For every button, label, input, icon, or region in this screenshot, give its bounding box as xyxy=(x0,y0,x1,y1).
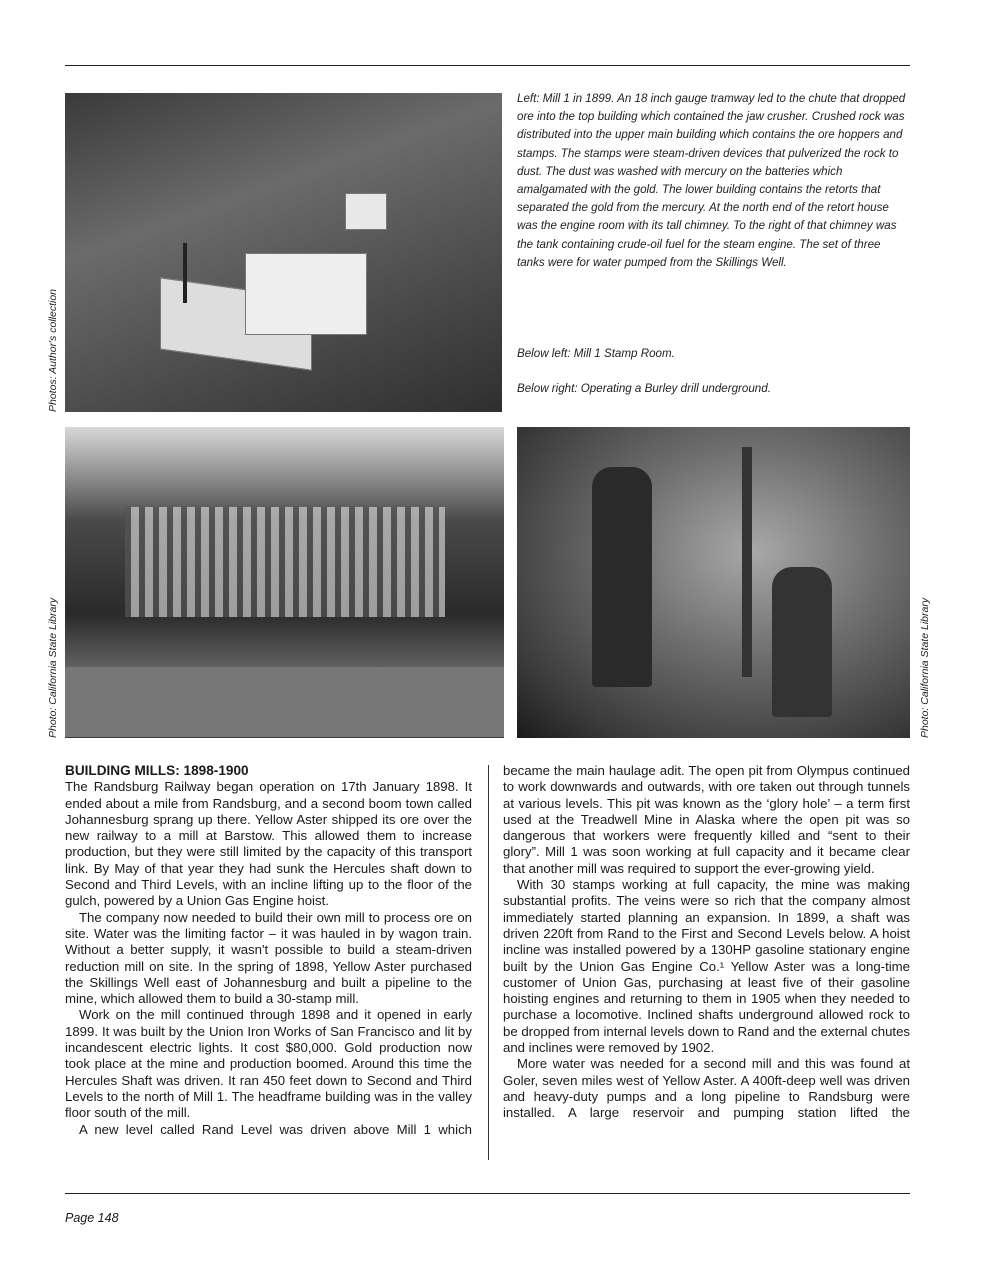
photo-stamp-room xyxy=(65,427,504,738)
article-column-left xyxy=(65,763,472,1138)
photo-credit-bottom-right: Photo: California State Library xyxy=(919,597,931,738)
paragraph: With 30 stamps working at full capacity, the mine was making substantial profits. The veins were so rich that the company almost immediately started planning an expansion. In 1899, a shaft was driven 220ft from Rand to the First and Second Levels below. A hoist incline was installed powered by a 130HP gasoline stationary engine built by the Union Gas Engine Co.¹ Yellow Aster was a long-time customer of Union Gas, purchasing at least five of their gasoline hoisting engines and returning to them in 1905 when they needed to purchase a locomotive. Inclined shafts underground allowed rock to be dropped from internal levels down to Rand and the external chutes and inclines were removed by 1902. xyxy=(503,877,910,1056)
photo-credit-bottom-left: Photo: California State Library xyxy=(47,597,59,738)
caption-below-left: Below left: Mill 1 Stamp Room. xyxy=(517,347,675,360)
paragraph: Work on the mill continued through 1898 and it opened in early 1899. It was built by the Union Iron Works of San Francisco and lit by incandescent electric lights. It cost $80,000. Gold production now took place at the mine and production boomed. Around this time the Hercules Shaft was driven. It ran 450 feet down to Second and Third Levels to the north of Mill 1. The headframe building was in the valley floor south of the mill. xyxy=(65,1007,472,1121)
caption-top: Left: Mill 1 in 1899. An 18 inch gauge tramway led to the chute that dropped ore into the top building which contained the jaw crusher. Crushed rock was distributed into the upper main building which contains the ore hoppers and stamps. The stamps were steam-driven devices that pulverized the rock to dust. The dust was washed with mercury on the batteries which amalgamated with the gold. The lower building contains the retorts that separated the gold from the mercury. At the north end of the retort house was the engine room with its tall chimney. To the right of that chimney was the tank containing crude-oil fuel for the steam engine. The set of three tanks were for water pumped from the Skillings Well. xyxy=(517,92,906,269)
page-number: Page 148 xyxy=(65,1211,119,1225)
column-divider xyxy=(488,765,489,1160)
top-rule xyxy=(65,65,910,66)
article-column-right xyxy=(503,763,910,1122)
paragraph: became the main haulage adit. The open pit from Olympus continued to work downwards and outwards, with ore taken out through tunnels at various levels. This pit was known as the ‘glory hole’ – a term first used at the Treadwell Mine in Alaska where the open pit was so dangerous that workers were frequently killed and “sent to their glory”. Mill 1 was soon working at full capacity and it became clear that another mill was required to support the ever-growing yield. xyxy=(503,763,910,876)
paragraph: More water was needed for a second mill and this was found at Goler, seven miles west of Yellow Aster. A 400ft-deep well was driven and heavy-duty pumps and a long pipeline to Randsburg were installed. A large reservoir and pumping station lifted the xyxy=(503,1056,910,1121)
section-heading: BUILDING MILLS: 1898-1900 xyxy=(65,763,249,778)
caption-below-right: Below right: Operating a Burley drill underground. xyxy=(517,382,771,395)
paragraph: The Randsburg Railway began operation on 17th January 1898. It ended about a mile from Randsburg, and a second boom town called Johannesburg sprang up there. Yellow Aster shipped its ore over the new railway to a mill at Barstow. This allowed them to increase production, but they were still limited by the capacity of this transport link. By May of that year they had sunk the Hercules shaft down to Second and Third Levels, with an incline lifting up to the floor of the gulch, powered by a Union Gas Engine hoist. xyxy=(65,779,472,909)
bottom-rule xyxy=(65,1193,910,1194)
photo-burley-drill xyxy=(517,427,910,738)
paragraph: The company now needed to build their own mill to process ore on site. Water was the limiting factor – it was hauled in by wagon train. Without a better supply, it wasn't possible to build a steam-driven reduction mill on site. In the spring of 1898, Yellow Aster purchased the Skillings Well east of Johannesburg and built a pipeline to the mine, which allowed them to build a 30-stamp mill. xyxy=(65,909,472,1007)
paragraph: A new level called Rand Level was driven above Mill 1 which xyxy=(79,1121,472,1137)
photo-credit-top: Photos: Author's collection xyxy=(47,288,59,412)
photo-mill-1-1899 xyxy=(65,93,502,412)
